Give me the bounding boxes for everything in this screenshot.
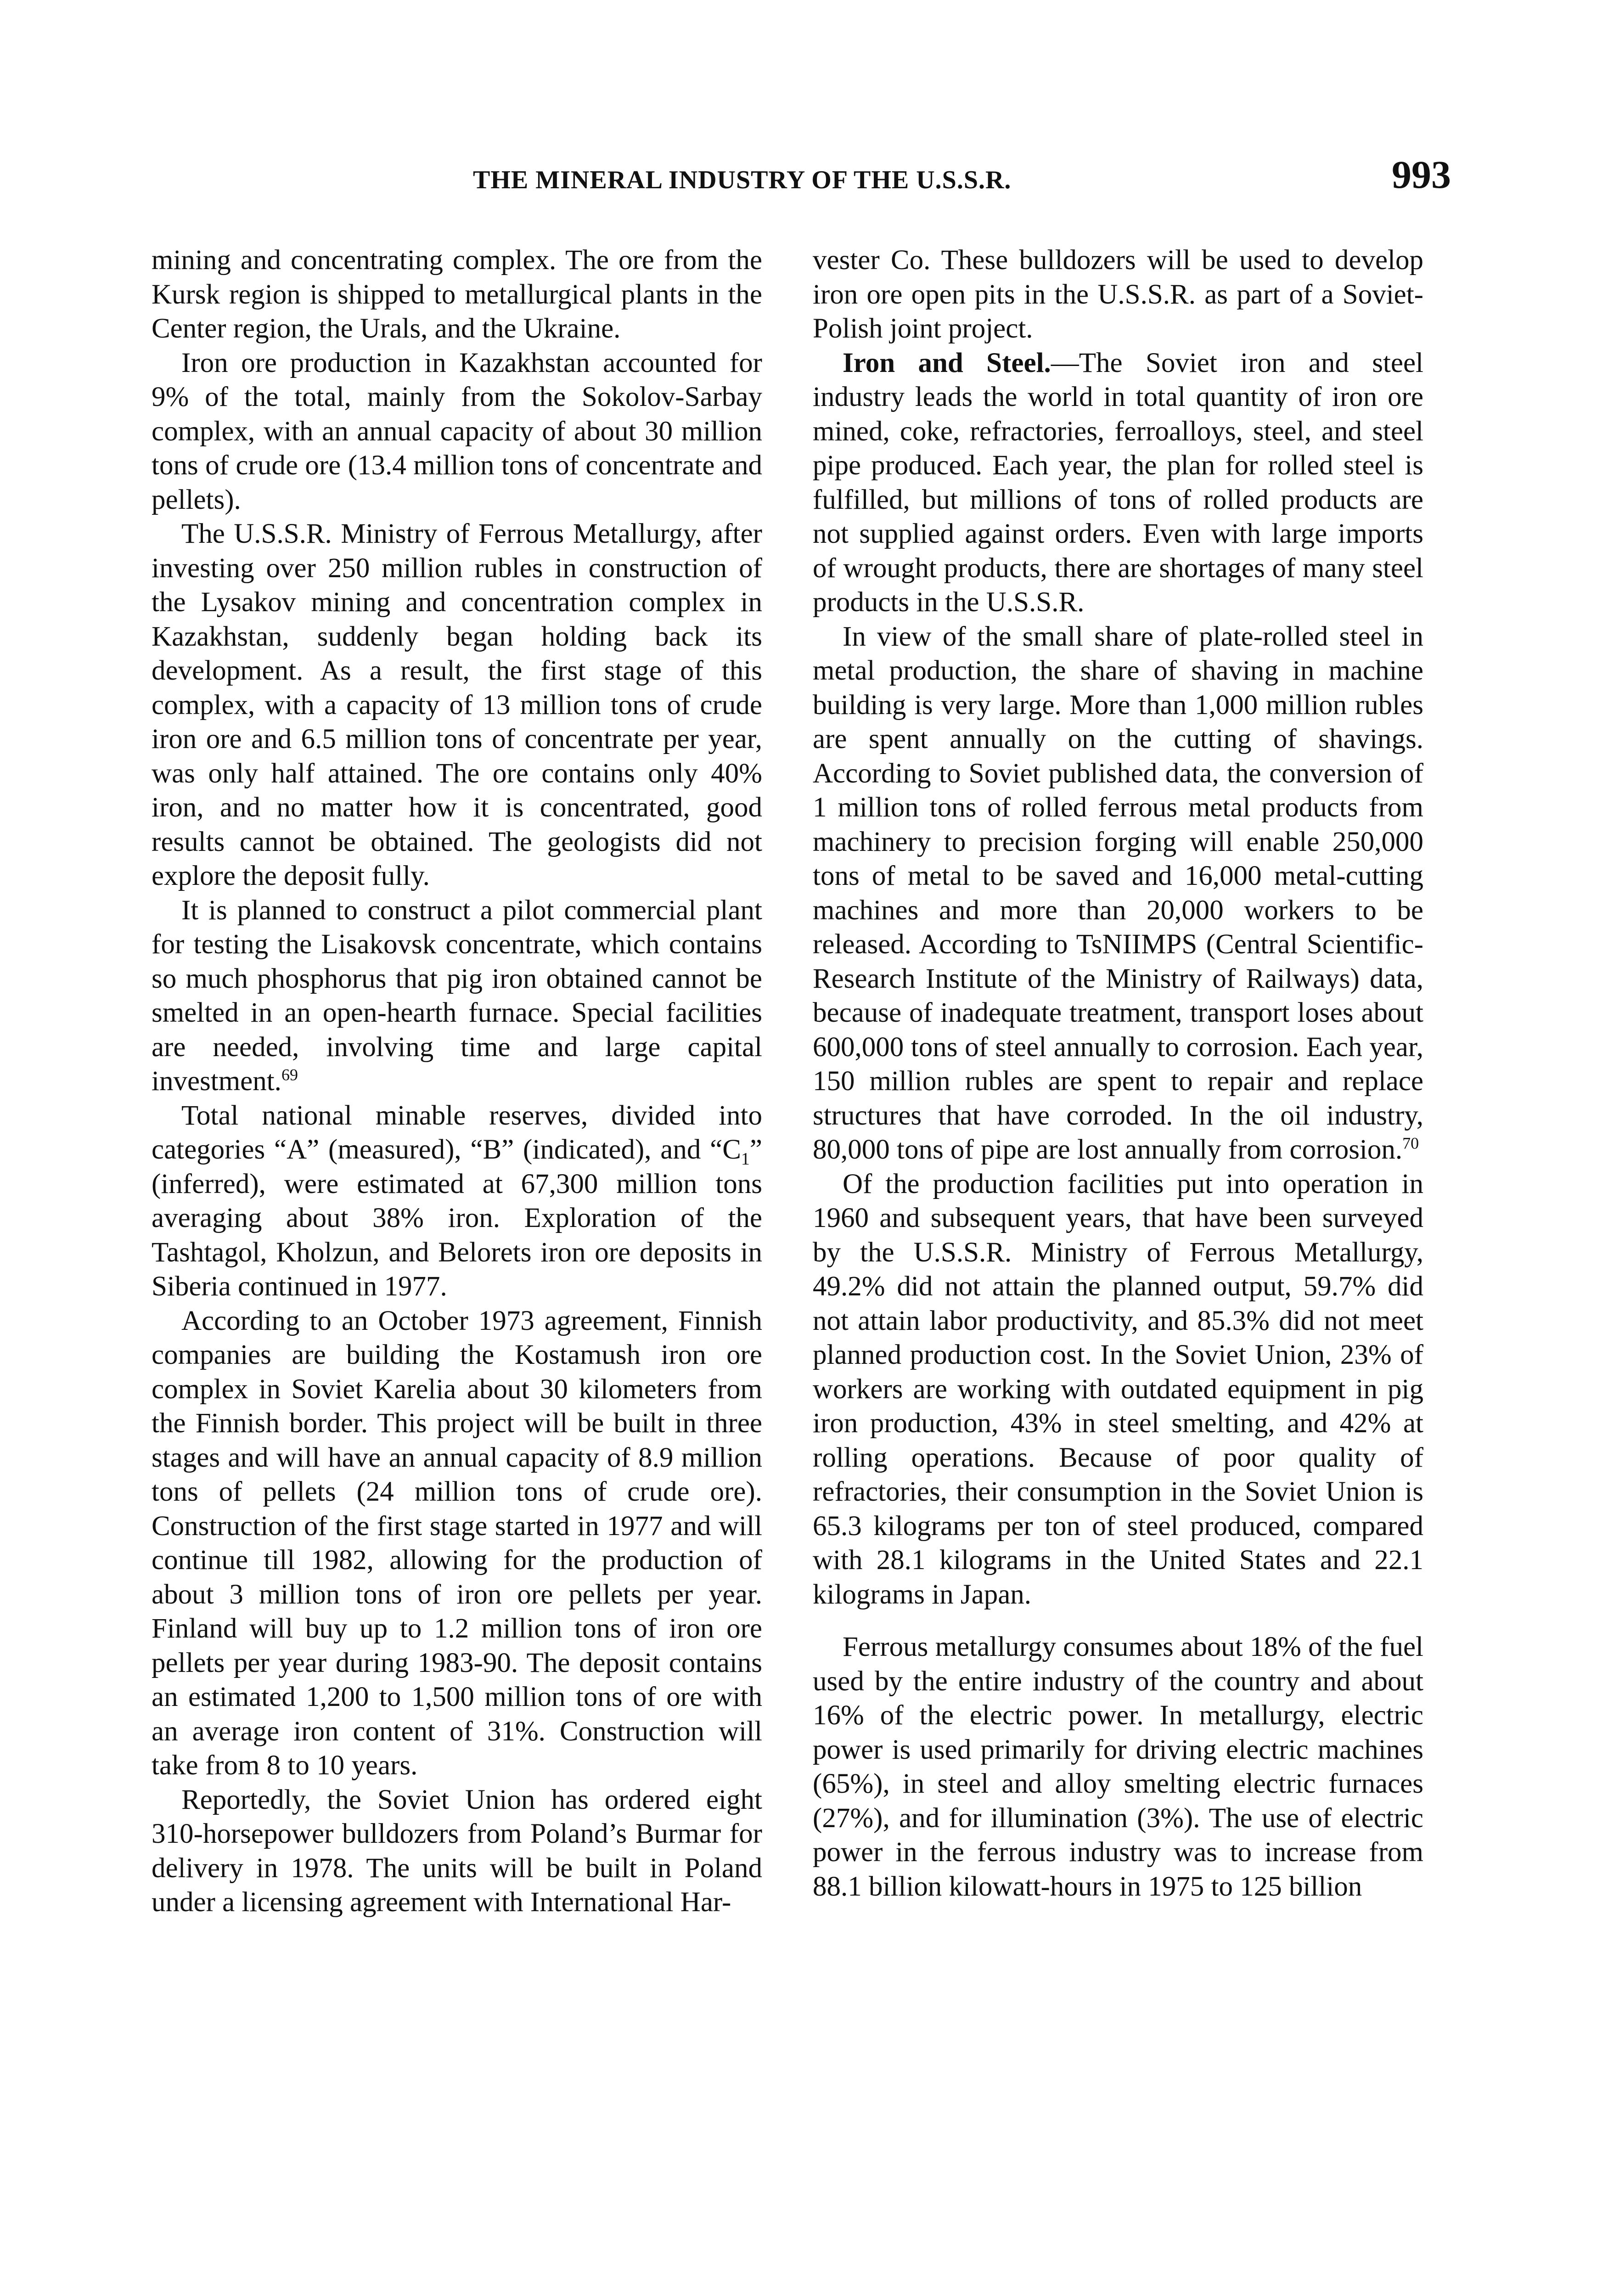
paragraph: Iron ore production in Kazakhstan accounted for 9% of the total, mainly from the Sokolov-Sarbay complex, with an annual capacity of about 30 million tons of crude ore (13.4 million tons of concentrate and pellets). [152, 347, 762, 515]
running-title: THE MINERAL INDUSTRY OF THE U.S.S.R. [473, 166, 1012, 194]
paragraph [813, 620, 1423, 1167]
footnote-ref: 69 [281, 1065, 298, 1084]
paragraph [152, 1099, 762, 1304]
paragraph: Of the production facilities put into operation in 1960 and subsequent years, that have been surveyed by the U.S.S.R. Ministry of Ferrous Metallurgy, 49.2% did not attain the planned output, 59.7% did not attain labor productivity, and 85.3% did not meet planned production cost. In the Soviet Union, 23% of workers are working with outdated equipment in pig iron production, 43% in steel smelting, and 42% at rolling operations. Because of poor quality of refractories, their consumption in the Soviet Union is 65.3 kilograms per ton of steel produced, compared with 28.1 kilograms in the United States and 22.1 kilograms in Japan. [813, 1168, 1423, 1610]
paragraph: According to an October 1973 agreement, Finnish companies are building the Kostamush iron ore complex in Soviet Karelia about 30 kilometers from the Finnish border. This project will be built in three stages and will have an annual capacity of 8.9 million tons of pellets (24 million tons of crude ore). Construction of the first stage started in 1977 and will continue till 1982, allowing for the production of about 3 million tons of iron ore pellets per year. Finland will buy up to 1.2 million tons of iron ore pellets per year during 1983-90. The deposit contains an estimated 1,200 to 1,500 million tons of ore with an average iron content of 31%. Construction will take from 8 to 10 years. [152, 1305, 762, 1781]
paragraph: Ferrous metallurgy consumes about 18% of the fuel used by the entire industry of the country and about 16% of the electric power. In metallurgy, electric power is used primarily for driving electric machines (65%), in steel and alloy smelting electric furnaces (27%), and for illumination (3%). The use of electric power in the ferrous industry was to increase from 88.1 billion kilowatt-hours in 1975 to 125 billion [813, 1632, 1423, 1902]
paragraph [813, 346, 1423, 620]
paragraph: Reportedly, the Soviet Union has ordered eight 310-horsepower bulldozers from Poland’s Burmar for delivery in 1978. The units will be built in Poland under a licensing agreement with International Har- [152, 1784, 762, 1918]
paragraph: vester Co. These bulldozers will be used to develop iron ore open pits in the U.S.S.R. as part of a Soviet-Polish joint project. [813, 245, 1423, 344]
paragraph-text: It is planned to construct a pilot commercial plant for testing the Lisakovsk concentrate, which contains so much phosphorus that pig iron obtained cannot be smelted in an open-hearth furnace. Special facilities are needed, involving time and large capital investment. [152, 895, 762, 1097]
paragraph: The U.S.S.R. Ministry of Ferrous Metallurgy, after investing over 250 million rubles in construction of the Lysakov mining and concentration complex in Kazakhstan, suddenly began holding back its development. As a result, the first stage of this complex, with a capacity of 13 million tons of crude iron ore and 6.5 million tons of concentrate per year, was only half attained. The ore contains only 40% iron, and no matter how it is concentrated, good results cannot be obtained. The geologists did not explore the deposit fully. [152, 518, 762, 891]
paragraph-text: —The Soviet iron and steel industry leads the world in total quantity of iron ore mined, coke, refractories, ferroalloys, steel, and steel pipe produced. Each year, the plan for rolled steel is fulfilled, but millions of tons of rolled products are not supplied against orders. Even with large imports of wrought products, there are shortages of many steel products in the U.S.S.R. [813, 347, 1423, 618]
paragraph-text: In view of the small share of plate-rolled steel in metal production, the share of shaving in machine building is very large. More than 1,000 million rubles are spent annually on the cutting of shavings. According to Soviet published data, the conversion of 1 million tons of rolled ferrous metal products from machinery to precision forging will enable 250,000 tons of metal to be saved and 16,000 metal-cutting machines and more than 20,000 workers to be released. According to TsNIIMPS (Central Scientific-Research Institute of the Ministry of Railways) data, because of inadequate treatment, transport loses about 600,000 tons of steel annually to corrosion. Each year, 150 million rubles are spent to repair and replace structures that have corroded. In the oil industry, 80,000 tons of pipe are lost annually from corrosion. [813, 621, 1423, 1165]
paragraph: mining and concentrating complex. The ore from the Kursk region is shipped to metallurgical plants in the Center region, the Urals, and the Ukraine. [152, 245, 762, 344]
left-column [152, 243, 762, 1920]
paragraph [152, 894, 762, 1099]
paragraph-text: Total national minable reserves, divided into categories “A” (measured), “B” (indicated), and “C [152, 1100, 762, 1165]
right-column [813, 243, 1423, 1904]
section-heading: Iron and Steel. [843, 347, 1051, 378]
paragraph-text: ” (inferred), were estimated at 67,300 million tons averaging about 38% iron. Exploration of the Tashtagol, Kholzun, and Belorets iron ore deposits in Siberia continued in 1977. [152, 1134, 762, 1302]
page-number: 993 [1392, 152, 1451, 197]
footnote-ref: 70 [1402, 1134, 1419, 1153]
page-header [152, 152, 1451, 202]
category-subscript: 1 [741, 1149, 750, 1169]
